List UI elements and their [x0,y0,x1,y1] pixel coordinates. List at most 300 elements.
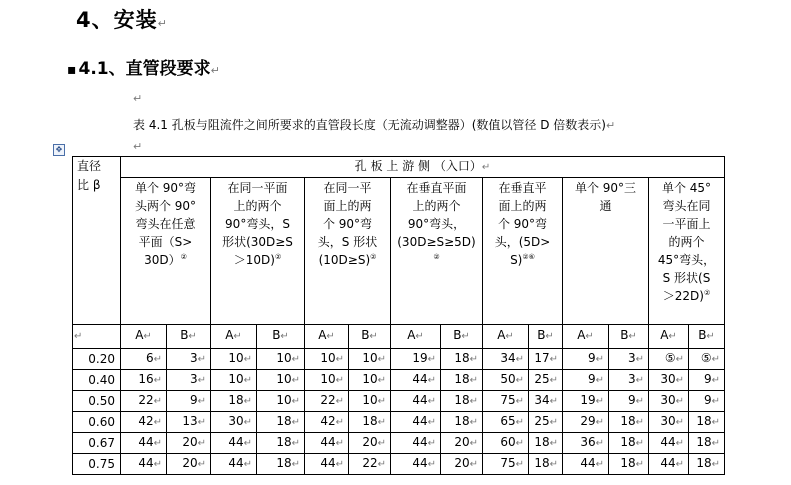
cell-end-mark: ↵ [197,416,206,428]
cell-value: 75 [500,455,516,470]
value-cell [391,411,441,432]
value-cell [689,411,725,432]
value-cell [257,411,305,432]
cell-end-mark: ↵ [481,162,491,174]
cell-end-mark: ↵ [549,437,558,449]
cell-value: 20 [182,455,198,470]
cell-end-mark: ↵ [545,331,554,343]
cell-value: 17 [534,350,550,365]
value-cell [649,390,689,411]
cell-end-mark: ↵ [153,416,162,428]
cell-end-mark: ↵ [377,374,386,386]
value-cell [391,432,441,453]
cell-end-mark: ↵ [335,374,344,386]
cell-end-mark: ↵ [711,416,720,428]
value-cell [649,453,689,474]
cell-end-mark: ↵ [515,437,524,449]
fitting-header-line: S)②⑥ [510,253,535,268]
fitting-header-cell [483,178,563,324]
value-cell [121,453,167,474]
heading-bullet: ▪ [67,62,77,78]
sub-header-b [441,324,483,348]
subsection-title: 直管段要求 [125,59,211,79]
cell-end-mark: ↵ [595,395,604,407]
value-cell [305,411,349,432]
cell-end-mark: ↵ [243,437,252,449]
section-number: 4、 [76,8,114,32]
value-cell [257,348,305,369]
fitting-header-line: (10D≥S)② [318,253,377,268]
straight-pipe-table [72,156,725,475]
cell-value: 19 [412,350,428,365]
sub-header-label: A [318,328,327,343]
cell-value: 3 [627,350,636,365]
cell-end-mark: ↵ [427,374,436,386]
sub-header-a [563,324,609,348]
cell-end-mark: ↵ [280,331,289,343]
cell-end-mark: ↵ [675,395,684,407]
cell-end-mark: ↵ [197,353,206,365]
fitting-header-line: 弯头在同 [662,199,711,214]
cell-value: 3 [627,371,636,386]
cell-value: 18 [454,350,470,365]
beta-cell [73,390,121,411]
sub-header-a [649,324,689,348]
fitting-header-row [73,178,725,324]
table-move-handle-icon[interactable]: ✥ [53,144,65,156]
cell-value: 18 [534,434,550,449]
fitting-header-cell [563,178,649,324]
cell-end-mark: ↵ [415,331,424,343]
cell-value: 18 [276,455,292,470]
beta-value: 0.75 [88,456,115,471]
cell-value: 60 [500,434,516,449]
cell-end-mark: ↵ [197,374,206,386]
cell-end-mark: ↵ [675,458,684,470]
upstream-header-text: 孔 板 上 游 侧 （入口） [354,159,482,174]
fitting-header-line: (30D≥S≥5D) [397,235,476,250]
value-cell [391,390,441,411]
cell-end-mark: ↵ [595,374,604,386]
cell-value: 44 [320,455,336,470]
cell-value: ⑤ [700,350,712,365]
value-cell [349,411,391,432]
cell-end-mark: ↵ [188,331,197,343]
value-cell [167,369,211,390]
sub-header-label: B [620,328,629,343]
cell-end-mark: ↵ [427,458,436,470]
footnote-ref: ② [274,253,282,262]
cell-value: 30 [660,413,676,428]
section-title: 安装 [113,8,158,32]
fitting-header-line: 单个 90°弯 [134,181,197,196]
cell-value: 13 [182,413,198,428]
sub-header-b [609,324,649,348]
table-row [73,348,725,369]
cell-end-mark: ↵ [549,395,558,407]
sub-header-label: A [225,328,234,343]
value-cell [211,369,257,390]
sub-header-label: B [537,328,546,343]
sub-header-label: B [361,328,370,343]
fitting-header-line: 90°弯头， [407,217,466,232]
cell-end-mark: ↵ [377,458,386,470]
cell-value: 20 [454,434,470,449]
value-cell [563,390,609,411]
cell-end-mark: ↵ [291,416,300,428]
cell-end-mark: ↵ [675,437,684,449]
cell-value: 22 [320,392,336,407]
cell-value: ⑤ [664,350,676,365]
table-header-row [73,157,725,178]
cell-value: 10 [276,371,292,386]
cell-value: 3 [189,350,198,365]
sub-header-a [121,324,167,348]
value-cell [563,453,609,474]
cell-end-mark: ↵ [595,353,604,365]
value-cell [211,411,257,432]
sub-header-b [349,324,391,348]
value-cell [441,348,483,369]
cell-value: 16 [138,371,154,386]
cell-value: 10 [228,350,244,365]
cell-end-mark: ↵ [197,437,206,449]
value-cell [483,390,529,411]
fitting-header-line: S 形状(S [662,271,711,286]
value-cell [441,453,483,474]
cell-end-mark: ↵ [377,416,386,428]
cell-value: 34 [500,350,516,365]
fitting-header-cell [391,178,483,324]
sub-header-b [167,324,211,348]
sub-header-label: A [577,328,586,343]
cell-end-mark: ↵ [153,374,162,386]
paragraph-mark: ↵ [605,119,616,132]
fitting-header-line: ＞22D)② [662,289,711,304]
value-cell [305,453,349,474]
beta-cell [73,369,121,390]
cell-value: 9 [587,371,596,386]
cell-value: 25 [534,413,550,428]
cell-value: 44 [228,434,244,449]
sub-header-b [689,324,725,348]
fitting-header-cell [305,178,391,324]
table-row [73,369,725,390]
sub-header-label: A [660,328,669,343]
subsection-heading [67,54,220,79]
cell-value: 65 [500,413,516,428]
cell-value: 18 [620,413,636,428]
fitting-header-line: 30D）② [144,253,187,268]
cell-end-mark: ↵ [335,416,344,428]
footnote-ref: ② [703,289,711,298]
value-cell [121,348,167,369]
cell-end-mark: ↵ [595,416,604,428]
cell-end-mark: ↵ [427,395,436,407]
cell-value: 18 [620,434,636,449]
sub-header-b [529,324,563,348]
cell-end-mark: ↵ [243,353,252,365]
value-cell [483,348,529,369]
cell-end-mark: ↵ [635,416,644,428]
cell-end-mark: ↵ [335,353,344,365]
cell-end-mark: ↵ [74,331,83,343]
cell-value: 18 [362,413,378,428]
cell-end-mark: ↵ [635,437,644,449]
fitting-header-line: 的两个 [668,235,705,250]
beta-cell [73,453,121,474]
fitting-header-line: 45°弯头， [657,253,716,268]
fitting-header-line: 通 [599,199,612,214]
cell-end-mark: ↵ [668,331,677,343]
cell-value: 10 [228,371,244,386]
cell-end-mark: ↵ [635,374,644,386]
cell-value: 20 [362,434,378,449]
cell-value: 44 [228,455,244,470]
cell-end-mark: ↵ [326,331,335,343]
fitting-header-line: 在垂直平面 [406,181,467,196]
cell-value: 18 [696,434,712,449]
cell-end-mark: ↵ [595,458,604,470]
cell-value: 19 [580,392,596,407]
cell-end-mark: ↵ [635,458,644,470]
paragraph-mark: ↵ [210,64,220,77]
cell-value: 20 [454,455,470,470]
cell-end-mark: ↵ [369,331,378,343]
cell-end-mark: ↵ [711,374,720,386]
cell-end-mark: ↵ [233,331,242,343]
value-cell [609,432,649,453]
value-cell [211,453,257,474]
fitting-header-line: 在垂直平 [498,181,547,196]
value-cell [349,369,391,390]
beta-value: 0.20 [88,351,115,366]
cell-end-mark: ↵ [469,395,478,407]
cell-value: 10 [362,392,378,407]
value-cell [563,432,609,453]
fitting-header-line: 平面（S> [138,235,193,250]
footnote-ref: ②⑥ [522,253,535,262]
cell-end-mark: ↵ [711,458,720,470]
cell-end-mark: ↵ [675,374,684,386]
value-cell [441,369,483,390]
cell-value: 44 [412,455,428,470]
cell-value: 20 [182,434,198,449]
cell-value: 10 [276,392,292,407]
cell-end-mark: ↵ [243,458,252,470]
cell-end-mark: ↵ [427,437,436,449]
value-cell [349,390,391,411]
value-cell [563,369,609,390]
cell-end-mark: ↵ [153,395,162,407]
value-cell [441,432,483,453]
value-cell [529,390,563,411]
sub-header-a [305,324,349,348]
value-cell [483,369,529,390]
fitting-header-line: 90°弯头，S [225,217,290,232]
value-cell [349,348,391,369]
beta-value: 0.50 [88,393,115,408]
empty-cell [73,324,121,348]
cell-end-mark: ↵ [197,458,206,470]
cell-value: 10 [276,350,292,365]
cell-end-mark: ↵ [243,395,252,407]
sub-header-label: B [272,328,281,343]
beta-value: 0.67 [88,435,115,450]
cell-end-mark: ↵ [335,395,344,407]
value-cell [121,369,167,390]
fitting-header-line [392,251,481,269]
subsection-number: 4.1、 [78,59,126,79]
cell-end-mark: ↵ [143,331,152,343]
cell-end-mark: ↵ [515,458,524,470]
cell-value: 42 [320,413,336,428]
value-cell [529,369,563,390]
cell-end-mark: ↵ [335,437,344,449]
fitting-header-line: 面上的两 [498,199,547,214]
footnote-ref: ② [180,253,187,262]
ab-header-row [73,324,725,348]
section-heading [76,4,168,34]
cell-value: 25 [534,371,550,386]
sub-header-label: A [135,328,144,343]
cell-end-mark: ↵ [675,416,684,428]
value-cell [121,432,167,453]
cell-value: 18 [534,455,550,470]
value-cell [391,348,441,369]
cell-end-mark: ↵ [153,437,162,449]
cell-end-mark: ↵ [711,437,720,449]
value-cell [211,348,257,369]
value-cell [563,411,609,432]
cell-value: 44 [138,434,154,449]
fitting-header-line: 个 90°弯 [497,217,548,232]
cell-end-mark: ↵ [711,395,720,407]
beta-header-line: 比 β [77,178,101,192]
fitting-header-line: ＞10D)② [233,253,282,268]
cell-value: 18 [454,371,470,386]
value-cell [257,432,305,453]
value-cell [609,453,649,474]
value-cell [167,348,211,369]
value-cell [167,411,211,432]
cell-end-mark: ↵ [635,395,644,407]
beta-value: 0.40 [88,372,115,387]
cell-value: 34 [534,392,550,407]
cell-value: 9 [703,392,712,407]
sub-header-label: B [698,328,707,343]
value-cell [529,348,563,369]
cell-end-mark: ↵ [291,374,300,386]
cell-end-mark: ↵ [585,331,594,343]
cell-end-mark: ↵ [549,458,558,470]
value-cell [689,432,725,453]
cell-value: 10 [362,371,378,386]
cell-end-mark: ↵ [197,395,206,407]
footnote-ref: ② [370,253,377,262]
value-cell [529,411,563,432]
value-cell [167,390,211,411]
cell-end-mark: ↵ [711,353,720,365]
cell-value: 18 [276,434,292,449]
cell-end-mark: ↵ [595,437,604,449]
fitting-header-line: 弯头在任意 [135,217,196,232]
value-cell [441,390,483,411]
fitting-header-line: 头，S 形状 [317,235,378,250]
cell-value: 3 [189,371,198,386]
value-cell [689,348,725,369]
cell-value: 9 [627,392,636,407]
cell-value: 44 [320,434,336,449]
beta-cell [73,348,121,369]
fitting-header-line: 在同一平面 [227,181,288,196]
paragraph-mark: ↵ [133,92,143,105]
cell-end-mark: ↵ [515,416,524,428]
cell-end-mark: ↵ [549,416,558,428]
beta-header [73,157,121,325]
cell-value: 44 [412,413,428,428]
value-cell [689,369,725,390]
fitting-header-line: 一平面上 [662,217,711,232]
sub-header-a [391,324,441,348]
fitting-header-line: 形状(30D≥S [222,235,293,250]
table-row [73,390,725,411]
cell-end-mark: ↵ [335,458,344,470]
sub-header-label: B [453,328,462,343]
cell-end-mark: ↵ [469,353,478,365]
cell-end-mark: ↵ [243,416,252,428]
upstream-header [121,157,725,178]
caption-text: 表 4.1 孔板与阻流件之间所要求的直管段长度（无流动调整器）(数值以管径 D 倍数表示) [133,118,606,132]
beta-header-line: 直径 [77,159,102,173]
footnote-ref: ② [433,253,440,262]
cell-end-mark: ↵ [505,331,514,343]
cell-value: 18 [454,413,470,428]
cell-end-mark: ↵ [153,458,162,470]
value-cell [305,390,349,411]
value-cell [649,369,689,390]
value-cell [609,411,649,432]
cell-end-mark: ↵ [469,416,478,428]
cell-value: 36 [580,434,596,449]
cell-end-mark: ↵ [291,353,300,365]
value-cell [529,432,563,453]
cell-value: 6 [145,350,154,365]
fitting-header-cell [121,178,211,324]
sub-header-a [211,324,257,348]
value-cell [441,411,483,432]
cell-end-mark: ↵ [628,331,637,343]
value-cell [167,453,211,474]
value-cell [305,348,349,369]
value-cell [167,432,211,453]
sub-header-label: A [497,328,506,343]
cell-value: 10 [320,350,336,365]
cell-end-mark: ↵ [377,437,386,449]
value-cell [349,453,391,474]
fitting-header-line: 单个 45° [661,181,712,196]
paragraph-mark: ↵ [133,140,143,153]
value-cell [257,390,305,411]
cell-value: 9 [703,371,712,386]
cell-end-mark: ↵ [635,353,644,365]
paragraph-mark: ↵ [157,17,168,30]
cell-end-mark: ↵ [515,395,524,407]
value-cell [483,411,529,432]
cell-end-mark: ↵ [515,374,524,386]
value-cell [609,390,649,411]
cell-value: 30 [660,392,676,407]
